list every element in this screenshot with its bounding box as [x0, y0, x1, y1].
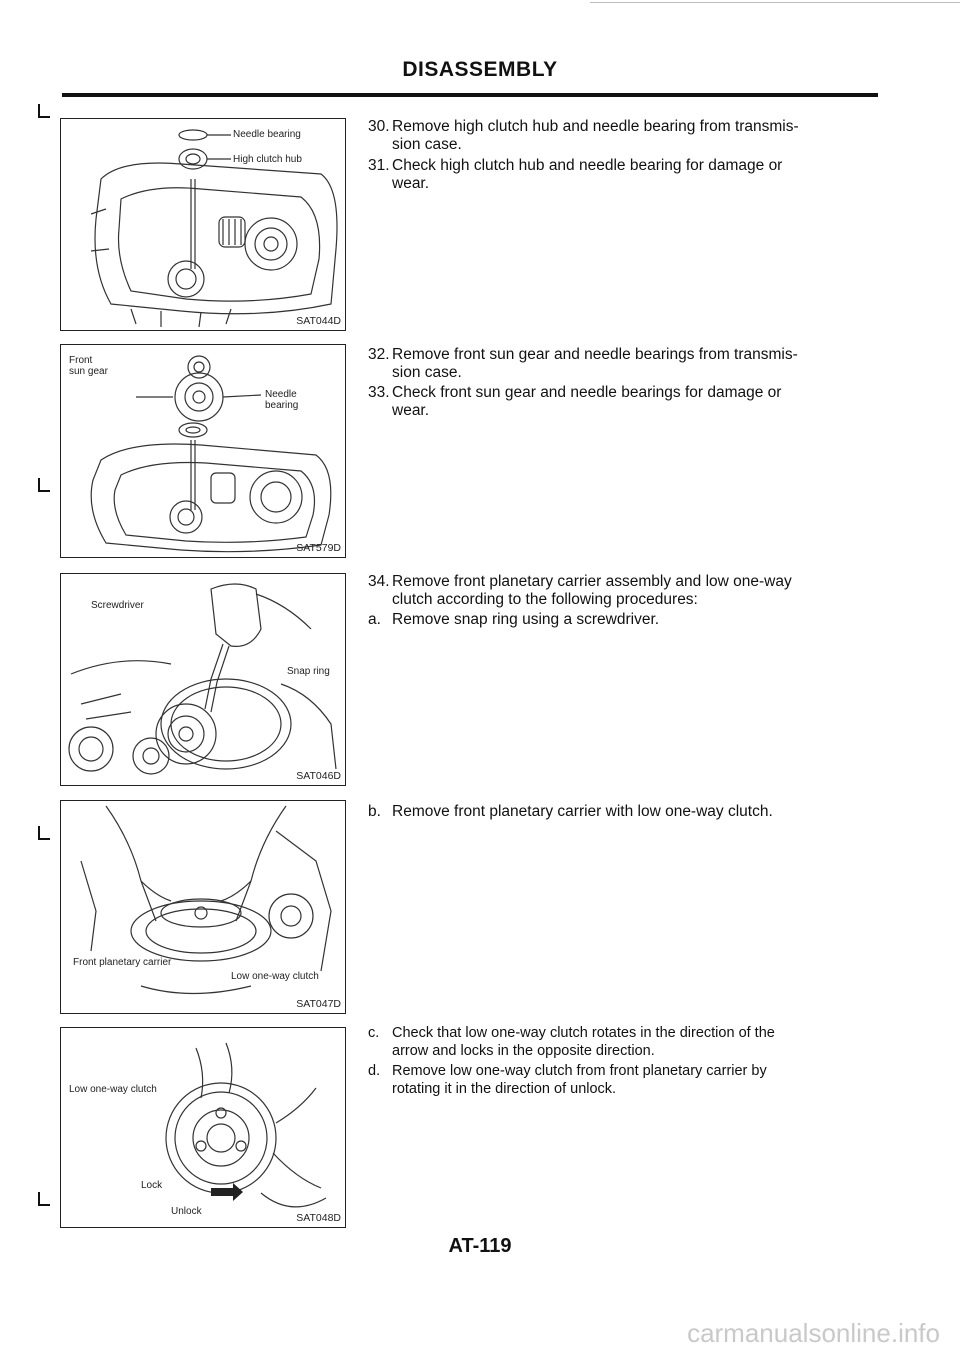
label-front: Front	[69, 355, 93, 366]
figure-code: SAT044D	[296, 315, 341, 327]
label-bearing: bearing	[265, 400, 299, 411]
figure-front-sun-gear	[60, 344, 346, 558]
margin-mark	[38, 1192, 50, 1206]
label-snap-ring: Snap ring	[287, 666, 330, 677]
margin-mark	[38, 478, 50, 492]
figure-code: SAT579D	[296, 542, 341, 554]
step-c: c. Check that low one-way clutch rotates in the direction of the arrow and locks in the opposite direction.	[368, 1025, 775, 1059]
one-way-clutch-illustration	[61, 1028, 345, 1227]
label-high-clutch-hub: High clutch hub	[233, 154, 302, 165]
figure-code: SAT046D	[296, 770, 341, 782]
watermark: carmanualsonline.info	[687, 1318, 940, 1348]
label-needle: Needle	[265, 389, 297, 400]
margin-mark	[38, 104, 50, 118]
page-number: AT-119	[448, 1235, 512, 1257]
label-unlock: Unlock	[171, 1206, 202, 1217]
label-lock: Lock	[141, 1180, 163, 1191]
step-30: 30. Remove high clutch hub and needle bearing from transmis- sion case.	[368, 118, 799, 153]
figure-code: SAT047D	[296, 998, 341, 1010]
step-34: 34. Remove front planetary carrier assembly and low one-way clutch according to the following procedures:	[368, 573, 792, 608]
label-low-one-way-clutch: Low one-way clutch	[69, 1084, 157, 1095]
label-low-one-way-clutch: Low one-way clutch	[231, 971, 319, 982]
title-rule	[62, 93, 878, 97]
step-a: a. Remove snap ring using a screwdriver.	[368, 611, 660, 628]
step-31: 31. Check high clutch hub and needle bearing for damage or wear.	[368, 157, 783, 192]
transmission-case-illustration	[61, 119, 345, 330]
figure-snap-ring	[60, 573, 346, 786]
page-title: DISASSEMBLY	[402, 58, 558, 81]
figure-front-planetary-carrier	[60, 800, 346, 1014]
label-needle-bearing: Needle bearing	[233, 129, 301, 140]
step-d: d. Remove low one-way clutch from front planetary carrier by rotating it in the direction of unlock.	[368, 1063, 767, 1097]
top-edge-line	[590, 2, 960, 3]
label-front-planetary-carrier: Front planetary carrier	[73, 957, 172, 968]
label-screwdriver: Screwdriver	[91, 600, 144, 611]
figure-high-clutch-hub	[60, 118, 346, 331]
margin-mark	[38, 826, 50, 840]
step-33: 33. Check front sun gear and needle bearings for damage or wear.	[368, 384, 782, 419]
step-b: b. Remove front planetary carrier with low one-way clutch.	[368, 803, 773, 820]
figure-code: SAT048D	[296, 1212, 341, 1224]
label-sun-gear: sun gear	[69, 366, 108, 377]
figure-low-one-way-clutch	[60, 1027, 346, 1228]
step-32: 32. Remove front sun gear and needle bearings from transmis- sion case.	[368, 346, 798, 381]
